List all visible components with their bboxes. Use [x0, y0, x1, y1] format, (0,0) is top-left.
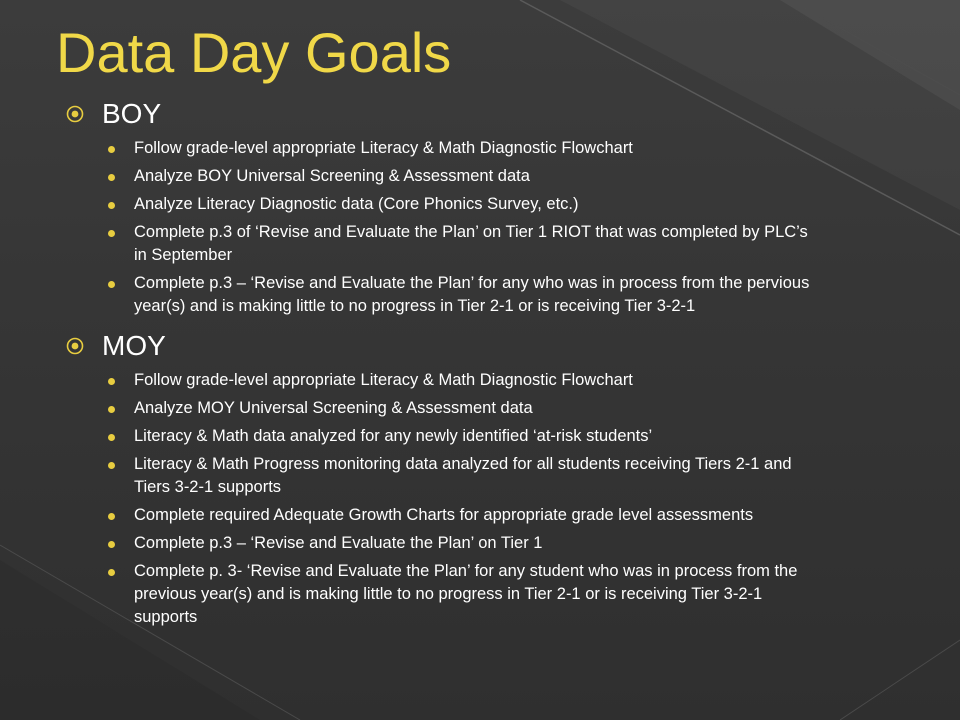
list-item [64, 560, 824, 629]
list-item-text: Follow grade-level appropriate Literacy & Math Diagnostic Flowchart [134, 371, 633, 389]
moy-item-list [64, 369, 824, 629]
bullet-dot-icon [108, 378, 115, 385]
list-item-text: Complete p.3 of ‘Revise and Evaluate the Plan’ on Tier 1 RIOT that was completed by PLC’s in September [134, 223, 808, 264]
list-item-text: Literacy & Math Progress monitoring data analyzed for all students receiving Tiers 2-1 and Tiers 3-2-1 supports [134, 455, 792, 496]
bullet-dot-icon [108, 230, 115, 237]
list-item [64, 369, 824, 392]
slide-content [64, 96, 824, 629]
bullet-dot-icon [108, 146, 115, 153]
list-item [64, 272, 824, 318]
bullet-dot-icon [108, 434, 115, 441]
circled-dot-icon [66, 105, 84, 123]
bullet-dot-icon [108, 462, 115, 469]
boy-item-list [64, 137, 824, 318]
bullet-dot-icon [108, 513, 115, 520]
section-heading-moy [64, 328, 824, 364]
list-item [64, 193, 824, 216]
bullet-dot-icon [108, 541, 115, 548]
list-item-text: Complete required Adequate Growth Charts for appropriate grade level assessments [134, 506, 754, 524]
list-item-text: Follow grade-level appropriate Literacy & Math Diagnostic Flowchart [134, 139, 633, 157]
slide-title: Data Day Goals [56, 21, 452, 84]
bullet-dot-icon [108, 406, 115, 413]
list-item [64, 221, 824, 267]
list-item-text: Analyze Literacy Diagnostic data (Core Phonics Survey, etc.) [134, 195, 579, 213]
circled-dot-icon [66, 337, 84, 355]
section-moy [64, 328, 824, 629]
list-item [64, 532, 824, 555]
section-heading-boy [64, 96, 824, 132]
list-item-text: Analyze BOY Universal Screening & Assessment data [134, 167, 530, 185]
list-item [64, 397, 824, 420]
list-item [64, 425, 824, 448]
list-item [64, 137, 824, 160]
bullet-dot-icon [108, 174, 115, 181]
list-item [64, 165, 824, 188]
section-heading-label: BOY [102, 98, 162, 129]
list-item-text: Analyze MOY Universal Screening & Assessment data [134, 399, 533, 417]
section-boy [64, 96, 824, 318]
list-item-text: Complete p.3 – ‘Revise and Evaluate the Plan’ on Tier 1 [134, 534, 543, 552]
list-item-text: Complete p.3 – ‘Revise and Evaluate the Plan’ for any who was in process from the pervious year(s) and is making little to no progress in Tier 2-1 or is receiving Tier 3-2-1 [134, 274, 810, 315]
bullet-dot-icon [108, 569, 115, 576]
list-item [64, 453, 824, 499]
list-item-text: Literacy & Math data analyzed for any newly identified ‘at-risk students’ [134, 427, 653, 445]
bullet-dot-icon [108, 202, 115, 209]
section-heading-label: MOY [102, 330, 166, 361]
list-item-text: Complete p. 3- ‘Revise and Evaluate the Plan’ for any student who was in process from the previous year(s) and is making little to no progress in Tier 2-1 or is receiving Tier 3-2-1 supports [134, 562, 798, 626]
list-item [64, 504, 824, 527]
bullet-dot-icon [108, 281, 115, 288]
